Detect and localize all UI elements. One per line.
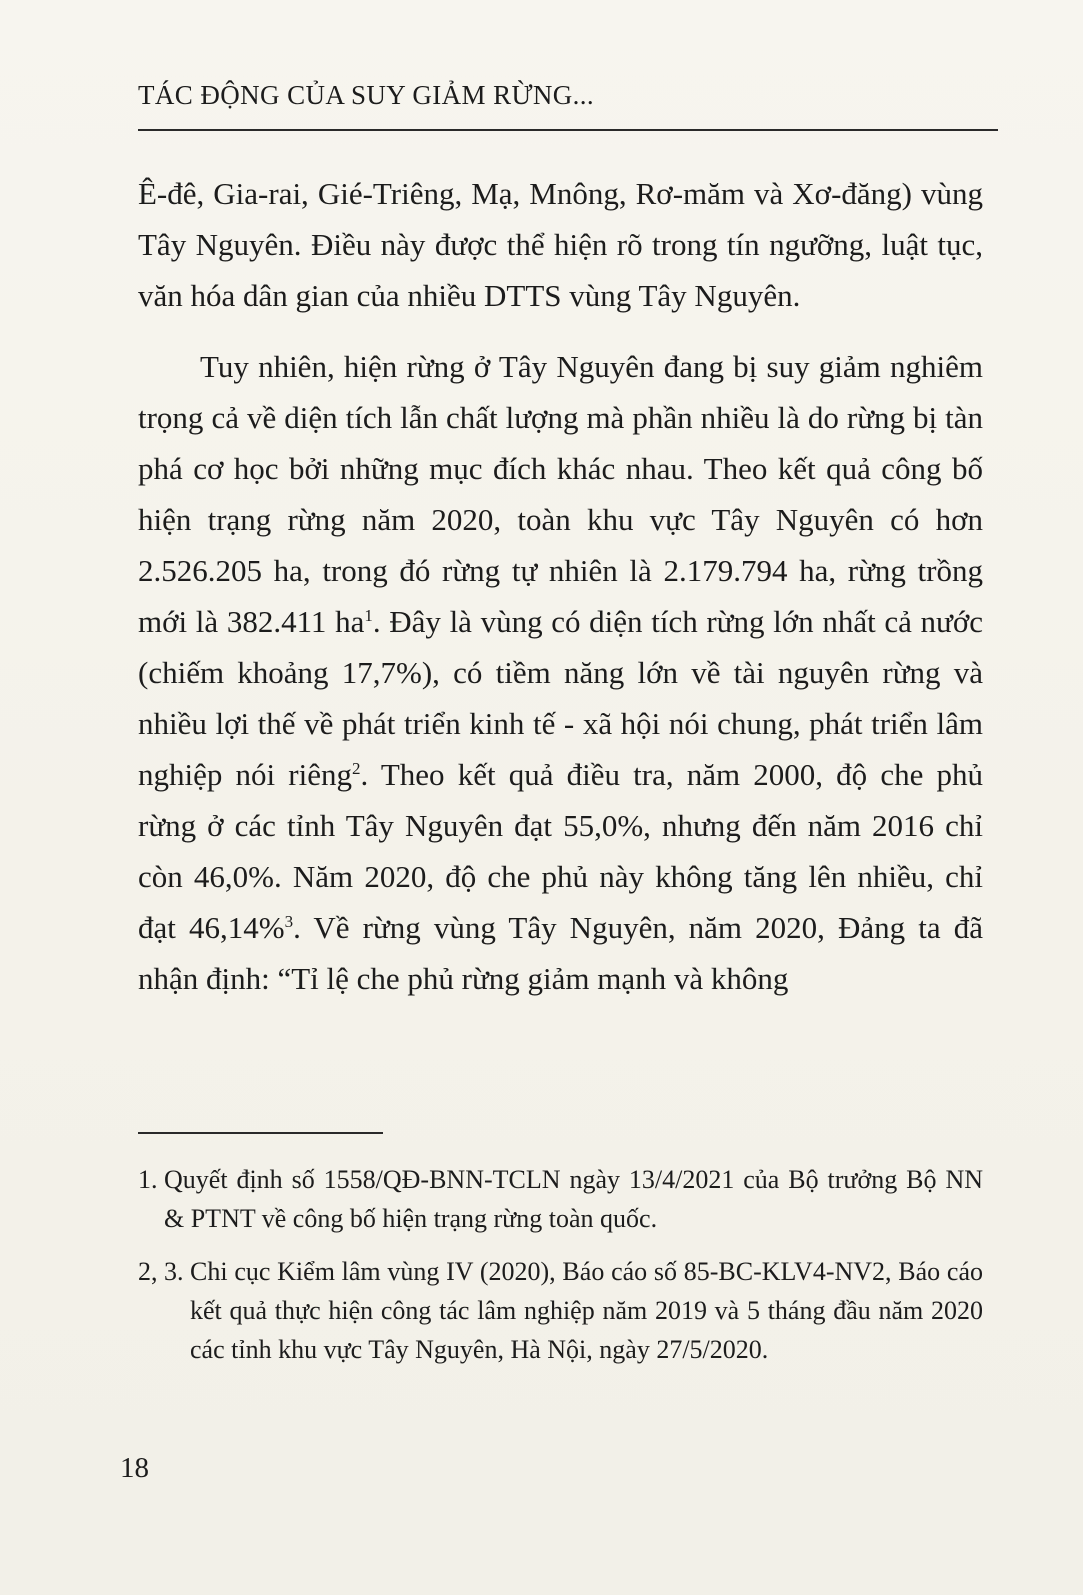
page-number: 18 — [120, 1452, 149, 1484]
footnote-2-3-text: Chi cục Kiểm lâm vùng IV (2020), Báo cáo số 85-BC-KLV4-NV2, Báo cáo kết quả thực hiện công tác lâm nghiệp năm 2019 và 5 tháng đầu năm 2020 các tỉnh khu vực Tây Nguyên, Hà Nội, ngày 27/5/2020. — [190, 1257, 983, 1364]
paragraph-2-part-2: . Đây là vùng có diện tích rừng lớn nhất cả nước (chiếm khoảng 17,7%), có tiềm năng lớn về tài nguyên rừng và nhiều lợi thế về phát triển kinh tế - xã hội nói chung, phát triển lâm nghiệp nói riêng — [138, 604, 983, 792]
footnote-1-mark: 1. — [138, 1165, 164, 1194]
footnotes — [138, 1160, 983, 1383]
footnote-2-3-mark: 2, 3. — [138, 1257, 190, 1286]
footnote-ref-1: 1 — [364, 606, 373, 625]
footnote-ref-3: 3 — [284, 912, 294, 931]
running-header: TÁC ĐỘNG CỦA SUY GIẢM RỪNG... — [138, 80, 595, 110]
footnote-1-text: Quyết định số 1558/QĐ-BNN-TCLN ngày 13/4/2021 của Bộ trưởng Bộ NN & PTNT về công bố hiện trạng rừng toàn quốc. — [164, 1165, 983, 1233]
paragraph-1: Ê-đê, Gia-rai, Gié-Triêng, Mạ, Mnông, Rơ-măm và Xơ-đăng) vùng Tây Nguyên. Điều này được thể hiện rõ trong tín ngưỡng, luật tục, văn hóa dân gian của nhiều DTTS vùng Tây Nguyên. — [138, 176, 983, 313]
paragraph-2-part-3: . Theo kết quả điều tra, năm 2000, độ che phủ rừng ở các tỉnh Tây Nguyên đạt 55,0%, nhưng đến năm 2016 chỉ còn 46,0%. Năm 2020, độ che phủ này không tăng lên nhiều, chỉ đạt 46,14% — [138, 757, 983, 945]
footnote-1 — [138, 1160, 983, 1238]
body-text — [138, 168, 983, 1004]
footnote-2-3 — [138, 1252, 983, 1369]
paragraph-2 — [138, 341, 983, 1004]
paragraph-2-part-1: Tuy nhiên, hiện rừng ở Tây Nguyên đang bị suy giảm nghiêm trọng cả về diện tích lẫn chất lượng mà phần nhiều là do rừng bị tàn phá cơ học bởi những mục đích khác nhau. Theo kết quả công bố hiện trạng rừng năm 2020, toàn khu vực Tây Nguyên có hơn 2.526.205 ha, trong đó rừng tự nhiên là 2.179.794 ha, rừng trồng mới là 382.411 ha — [138, 349, 983, 639]
header-rule — [138, 129, 998, 131]
footnote-ref-2: 2 — [352, 759, 361, 778]
footnote-rule — [138, 1132, 383, 1134]
paragraph-2-part-4: . Về rừng vùng Tây Nguyên, năm 2020, Đảng ta đã nhận định: “Tỉ lệ che phủ rừng giảm mạnh và không — [138, 910, 983, 996]
